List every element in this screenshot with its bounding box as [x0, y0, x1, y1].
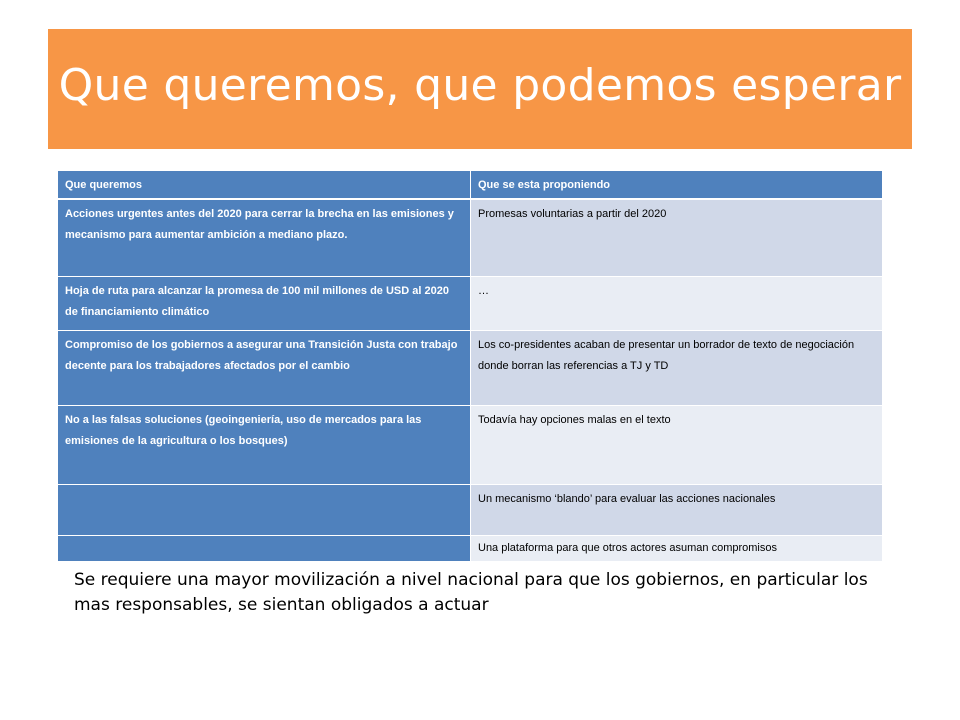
- header-que-queremos: Que queremos: [58, 171, 471, 200]
- cell-proposed: Una plataforma para que otros actores asuman compromisos: [471, 535, 883, 561]
- table-row: [58, 405, 883, 484]
- table-row: [58, 330, 883, 405]
- cell-proposed: Todavía hay opciones malas en el texto: [471, 405, 883, 484]
- cell-proposed: Los co-presidentes acaban de presentar un borrador de texto de negociación donde borran las referencias a TJ y TD: [471, 330, 883, 405]
- cell-proposed: Promesas voluntarias a partir del 2020: [471, 199, 883, 276]
- cell-want: Compromiso de los gobiernos a asegurar una Transición Justa con trabajo decente para los trabajadores afectados por el cambio: [58, 330, 471, 405]
- table-row: [58, 535, 883, 561]
- cell-want: No a las falsas soluciones (geoingeniería, uso de mercados para las emisiones de la agricultura o los bosques): [58, 405, 471, 484]
- cell-want-empty: [58, 535, 471, 561]
- table-header-row: [58, 171, 883, 200]
- slide-title: Que queremos, que podemos esperar: [58, 59, 902, 111]
- table-row: [58, 276, 883, 330]
- table-row: [58, 199, 883, 276]
- cell-want-empty: [58, 484, 471, 535]
- table-row: [58, 484, 883, 535]
- comparison-table-container: [57, 170, 882, 562]
- cell-want: Acciones urgentes antes del 2020 para cerrar la brecha en las emisiones y mecanismo para aumentar ambición a mediano plazo.: [58, 199, 471, 276]
- footer-note: Se requiere una mayor movilización a nivel nacional para que los gobiernos, en particular los mas responsables, se sientan obligados a actuar: [74, 570, 868, 615]
- cell-proposed: …: [471, 276, 883, 330]
- header-que-se-esta-proponiendo: Que se esta proponiendo: [471, 171, 883, 200]
- title-band: [48, 29, 912, 149]
- comparison-table: [57, 170, 883, 562]
- cell-proposed: Un mecanismo ‘blando’ para evaluar las acciones nacionales: [471, 484, 883, 535]
- cell-want: Hoja de ruta para alcanzar la promesa de 100 mil millones de USD al 2020 de financiamiento climático: [58, 276, 471, 330]
